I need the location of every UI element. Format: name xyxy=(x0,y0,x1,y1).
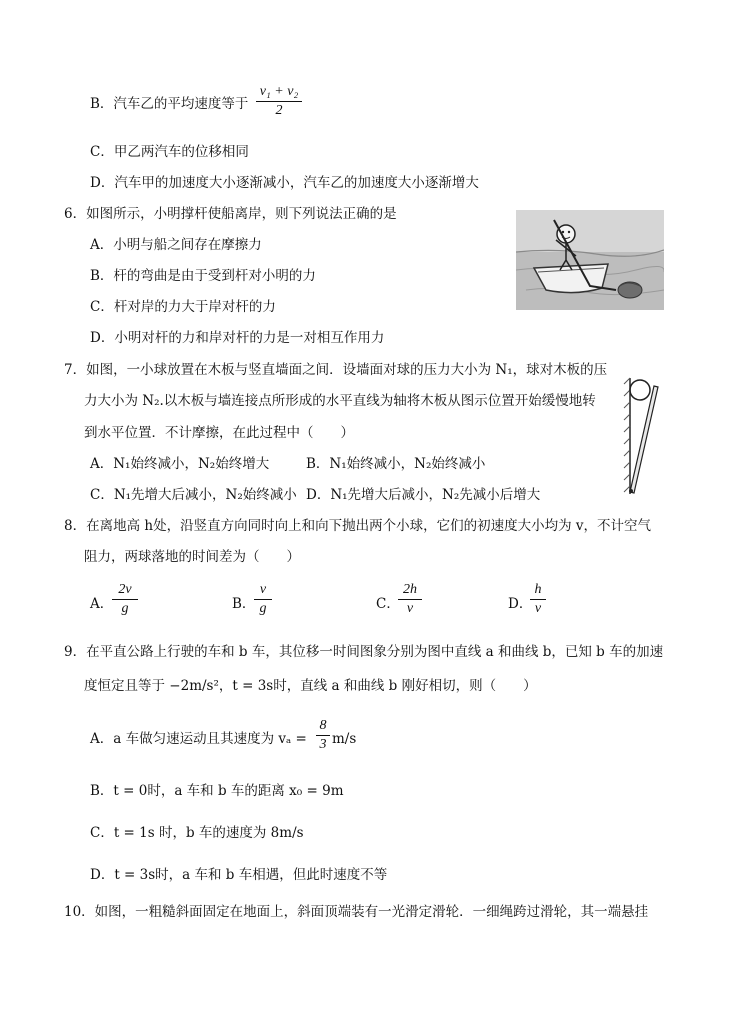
q8-b-denominator: g xyxy=(259,601,267,617)
q7-line-2: 力大小为 N₂.以木板与墙连接点所形成的水平直线为轴将木板从图示位置开始缓慢地转 xyxy=(84,393,596,409)
q8-d-denominator: v xyxy=(534,601,542,617)
q8-option-c-label: C． xyxy=(376,596,400,612)
q7-line-3: 到水平位置．不计摩擦，在此过程中（ ） xyxy=(84,425,354,441)
q5-b-denominator: 2 xyxy=(275,103,283,119)
q10-line-1: 10．如图，一粗糙斜面固定在地面上，斜面顶端装有一光滑定滑轮．一细绳跨过滑轮，其一端悬挂 xyxy=(64,904,649,920)
q8-option-a-fraction xyxy=(112,582,138,617)
q6-option-d: D．小明对杆的力和岸对杆的力是一对相互作用力 xyxy=(90,330,385,346)
q5-b-numerator: v₁ + v₂ xyxy=(259,84,299,99)
q7-line-1: 7．如图，一小球放置在木板与竖直墙面之间．设墙面对球的压力大小为 N₁，球对木板的压 xyxy=(64,362,608,378)
q9-option-a: A．a 车做匀速运动且其速度为 vₐ = xyxy=(90,731,307,747)
q8-b-numerator: v xyxy=(259,582,267,597)
ball-board-wall-diagram xyxy=(622,376,668,496)
q8-a-denominator: g xyxy=(121,601,129,617)
q5-option-b-fraction xyxy=(256,84,302,119)
q8-line-1: 8．在离地高 h处，沿竖直方向同时向上和向下抛出两个小球，它们的初速度大小均为 v，不计空气 xyxy=(64,518,651,534)
q6-option-c: C．杆对岸的力大于岸对杆的力 xyxy=(90,299,276,315)
q8-a-numerator: 2v xyxy=(118,582,132,597)
q8-d-numerator: h xyxy=(534,582,542,597)
q9-option-c: C．t = 1s 时，b 车的速度为 8m/s xyxy=(90,825,304,841)
q6-stem: 6．如图所示，小明撑杆使船离岸，则下列说法正确的是 xyxy=(64,206,397,222)
q9-option-d: D．t = 3s时，a 车和 b 车相遇，但此时速度不等 xyxy=(90,867,388,883)
q8-option-b-fraction xyxy=(254,582,272,617)
q9-a-numerator: 8 xyxy=(319,718,327,733)
q7-option-a: A．N₁始终减小，N₂始终增大 xyxy=(90,456,270,472)
q5-option-c: C．甲乙两汽车的位移相同 xyxy=(90,144,249,160)
q8-option-a-label: A． xyxy=(90,596,114,612)
q7-option-c: C．N₁先增大后减小，N₂始终减小 xyxy=(90,487,297,503)
q8-c-denominator: v xyxy=(406,601,414,617)
q9-option-b: B．t = 0时，a 车和 b 车的距离 x₀ = 9m xyxy=(90,783,344,799)
q8-option-d-label: D． xyxy=(508,596,533,612)
q8-option-c-fraction xyxy=(398,582,422,617)
q9-option-a-unit: m/s xyxy=(332,731,357,747)
q6-option-b: B．杆的弯曲是由于受到杆对小明的力 xyxy=(90,268,316,284)
q9-option-a-fraction xyxy=(316,718,330,753)
q6-option-a: A．小明与船之间存在摩擦力 xyxy=(90,237,262,253)
q9-line-1: 9．在平直公路上行驶的车和 b 车，其位移一时间图象分别为图中直线 a 和曲线 b，已知 b 车的加速 xyxy=(64,644,664,660)
boat-pole-illustration xyxy=(516,210,664,310)
q8-line-2: 阻力，两球落地的时间差为（ ） xyxy=(84,549,300,565)
q5-option-b: B．汽车乙的平均速度等于 xyxy=(90,96,249,112)
q9-line-2: 度恒定且等于 −2m/s²，t = 3s时，直线 a 和曲线 b 刚好相切，则（ ） xyxy=(84,678,537,694)
q9-a-denominator: 3 xyxy=(319,737,327,753)
q7-option-d: D．N₁先增大后减小，N₂先减小后增大 xyxy=(306,487,541,503)
q8-c-numerator: 2h xyxy=(403,582,417,597)
q7-option-b: B．N₁始终减小，N₂始终减小 xyxy=(306,456,486,472)
q8-option-d-fraction xyxy=(530,582,546,617)
q8-option-b-label: B． xyxy=(232,596,256,612)
q5-option-d: D．汽车甲的加速度大小逐渐减小，汽车乙的加速度大小逐渐增大 xyxy=(90,175,479,191)
